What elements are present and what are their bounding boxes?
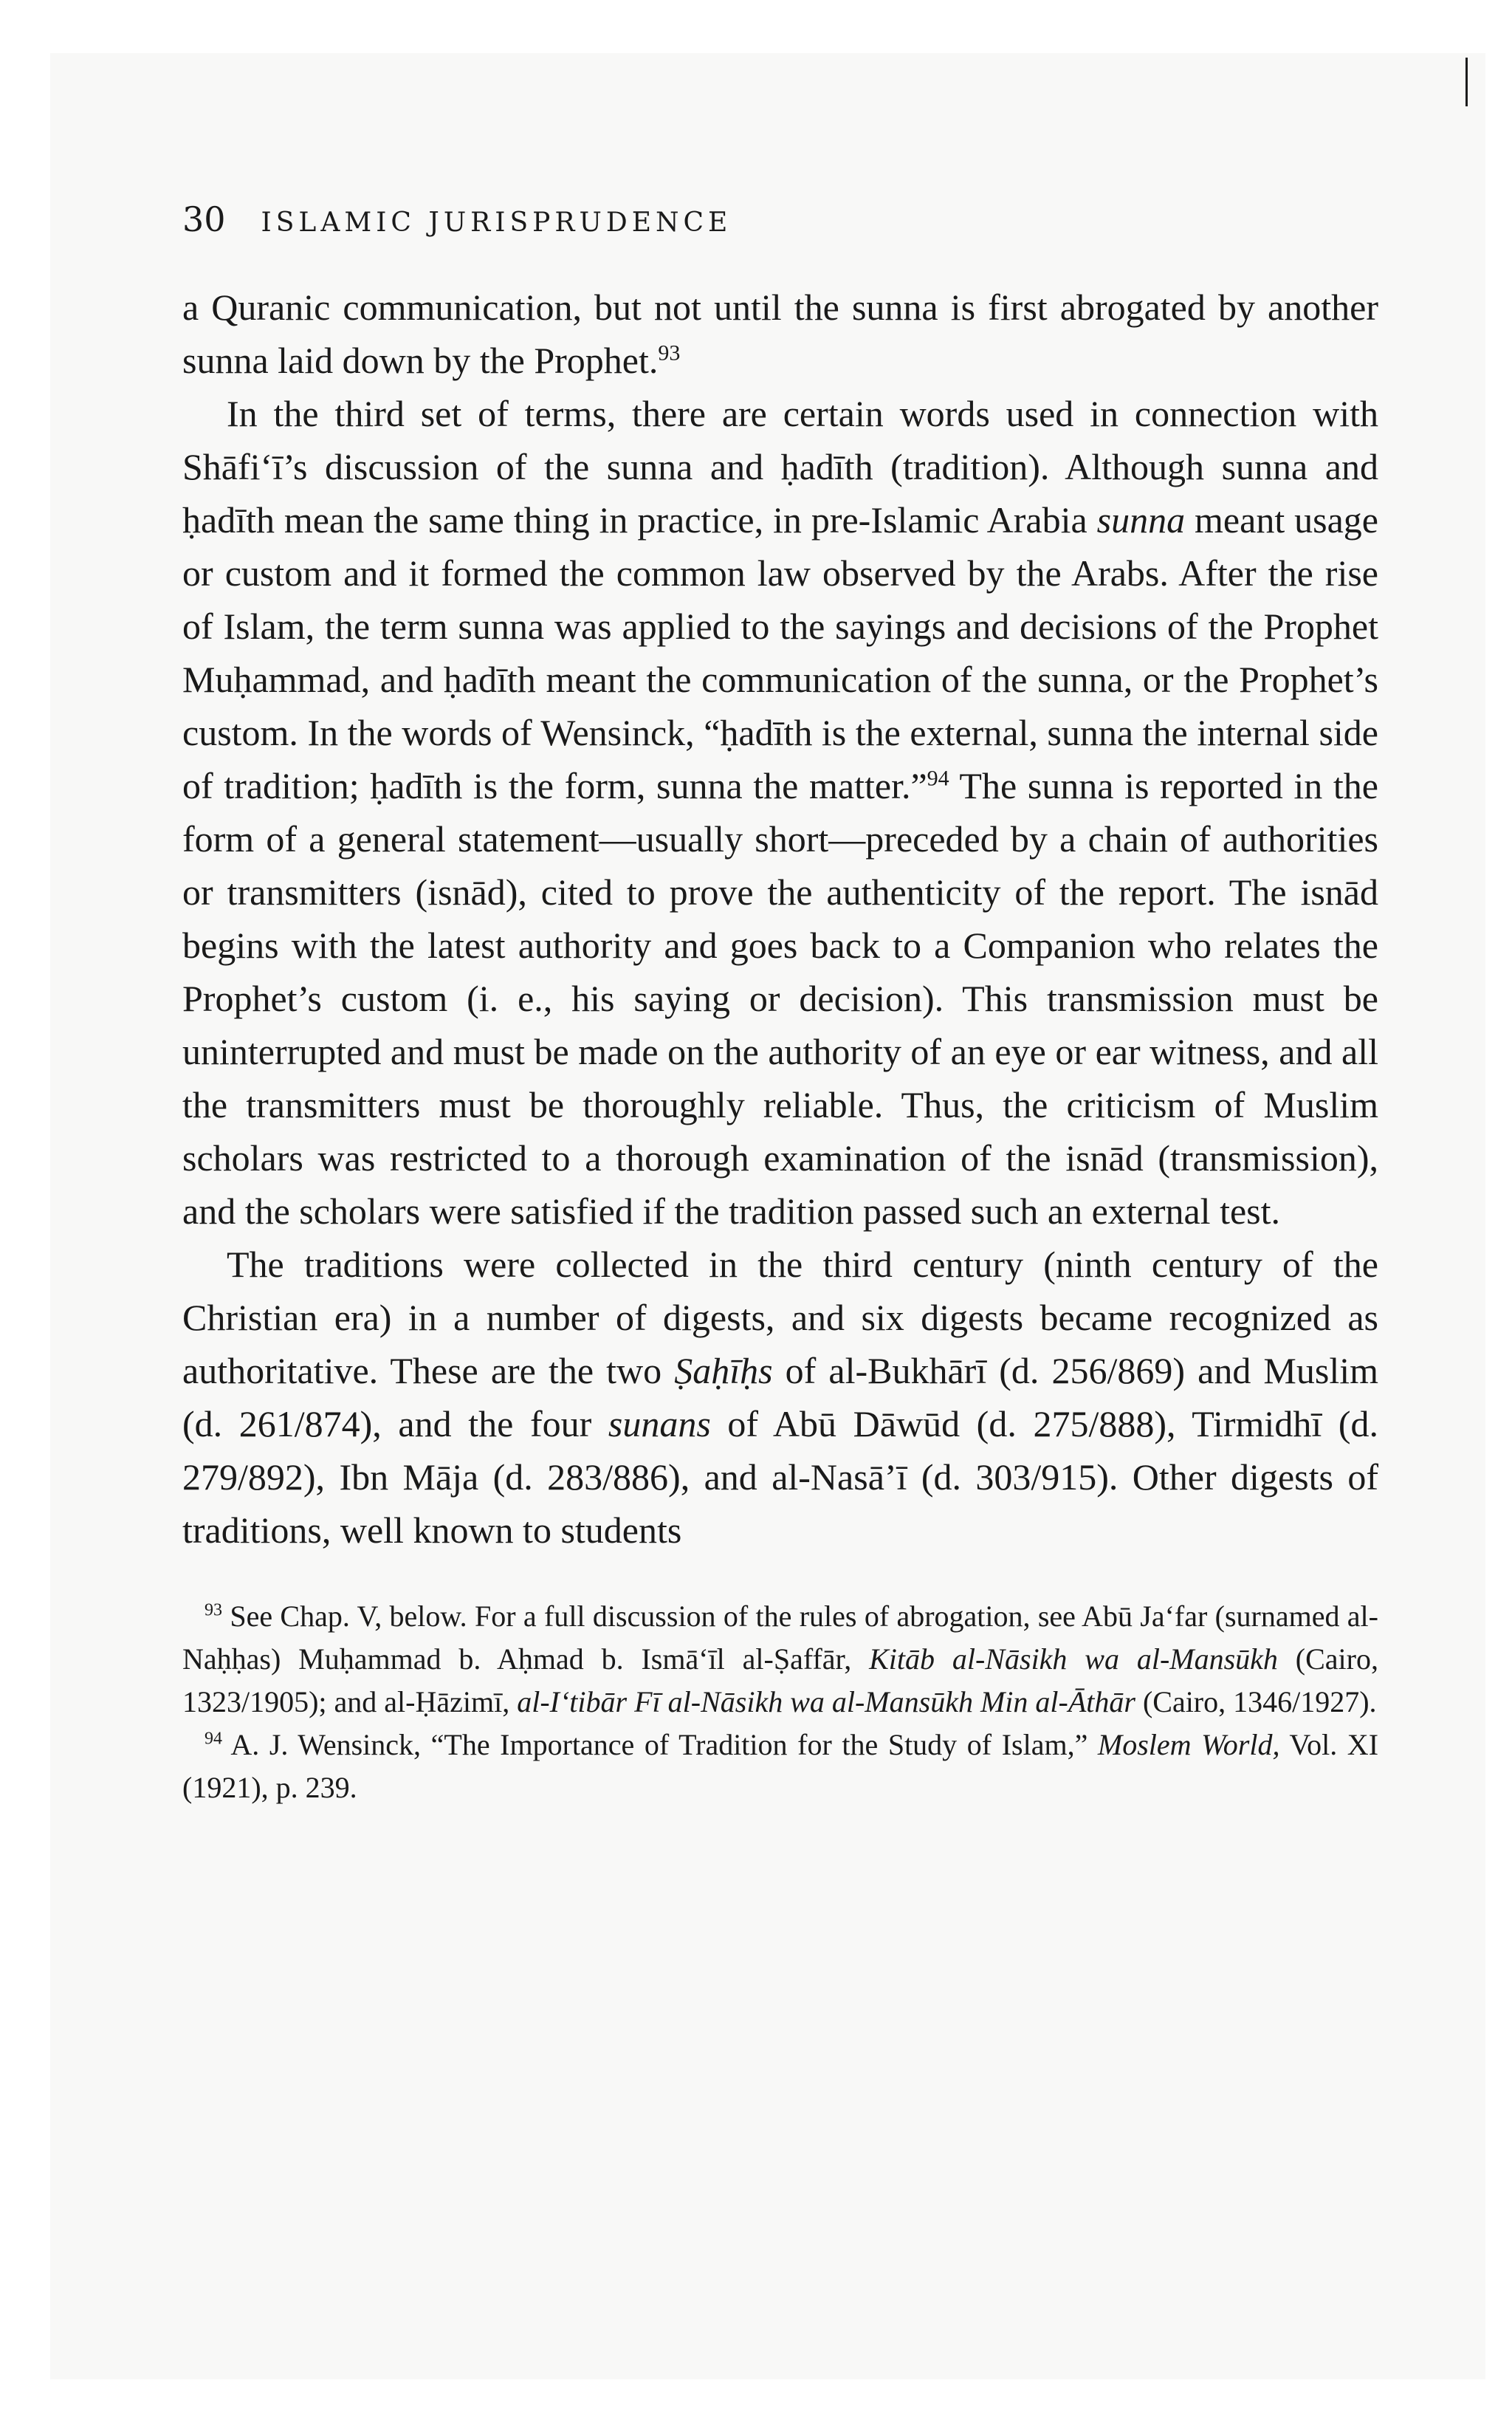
page-content bbox=[182, 281, 1378, 1809]
page-header bbox=[182, 199, 732, 239]
running-title: ISLAMIC JURISPRUDENCE bbox=[261, 208, 732, 238]
footnotes bbox=[182, 1595, 1378, 1809]
paragraph-2: In the third set of terms, there are certain words used in connection with Shāfi‘ī’s discussion of the sunna and ḥadīth (tradition). Although sunna and ḥadīth mean the same thing in practice, in pre-Islamic Arabia sunna meant usage or custom and it formed the common law observed by the Arabs. After the rise of Islam, the term sunna was applied to the sayings and decisions of the Prophet Muḥammad, and ḥadīth meant the communication of the sunna, or the Prophet’s custom. In the words of Wensinck, “ḥadīth is the external, sunna the internal side of tradition; ḥadīth is the form, sunna the matter.”$^{94}$ The sunna is reported in the form of a general statement—usually short—preceded by a chain of authorities or transmitters (isnād), cited to prove the authenticity of the report. The isnād begins with the latest authority and goes back to a Companion who relates the Prophet’s custom (i. e., his saying or decision). This transmission must be uninterrupted and must be made on the authority of an eye or ear witness, and all the transmitters must be thoroughly reliable. Thus, the criticism of Muslim scholars was restricted to a thorough examination of the isnād (transmission), and the scholars were satisfied if the tradition passed such an external test. bbox=[182, 393, 1378, 1232]
body-text bbox=[182, 281, 1378, 1557]
page-number: 30 bbox=[182, 199, 226, 239]
footnote-ref-93: 93 bbox=[658, 340, 681, 366]
footnote-ref-94: 94 bbox=[927, 766, 949, 791]
footnote-marker-93: 93 bbox=[205, 1600, 222, 1620]
paragraph-1: a Quranic communication, but not until the sunna is first abrogated by another sunna laid down by the Prophet.$^{93}$ bbox=[182, 287, 1378, 381]
footnote-93: $^{93}$ See Chap. V, below. For a full discussion of the rules of abrogation, see Abū Ja‘far (surnamed al-Naḥḥas) Muḥammad b. Aḥmad b. Ismā‘īl al-Ṣaffār, Kitāb al-Nāsikh wa al-Mansūkh (Cairo, 1323/1905); and al-Ḥāzimī, al-I‘tibār Fī al-Nāsikh wa al-Mansūkh Min al-Āthār (Cairo, 1346/1927). bbox=[182, 1600, 1378, 1718]
footnote-94: $^{94}$ A. J. Wensinck, “The Importance of Tradition for the Study of Islam,” Moslem World, Vol. XI (1921), p. 239. bbox=[182, 1728, 1379, 1804]
footnote-marker-94: 94 bbox=[205, 1729, 222, 1749]
binding-mark bbox=[1465, 58, 1468, 106]
paragraph-3: The traditions were collected in the third century (ninth century of the Christian era) in a number of digests, and six digests became recognized as authoritative. These are the two Ṣaḥīḥs of al-Bukhārī (d. 256/869) and Muslim (d. 261/874), and the four sunans of Abū Dāwūd (d. 275/888), Tirmidhī (d. 279/892), Ibn Māja (d. 283/886), and al-Nasā’ī (d. 303/915). Other digests of traditions, well known to students bbox=[182, 1244, 1378, 1551]
